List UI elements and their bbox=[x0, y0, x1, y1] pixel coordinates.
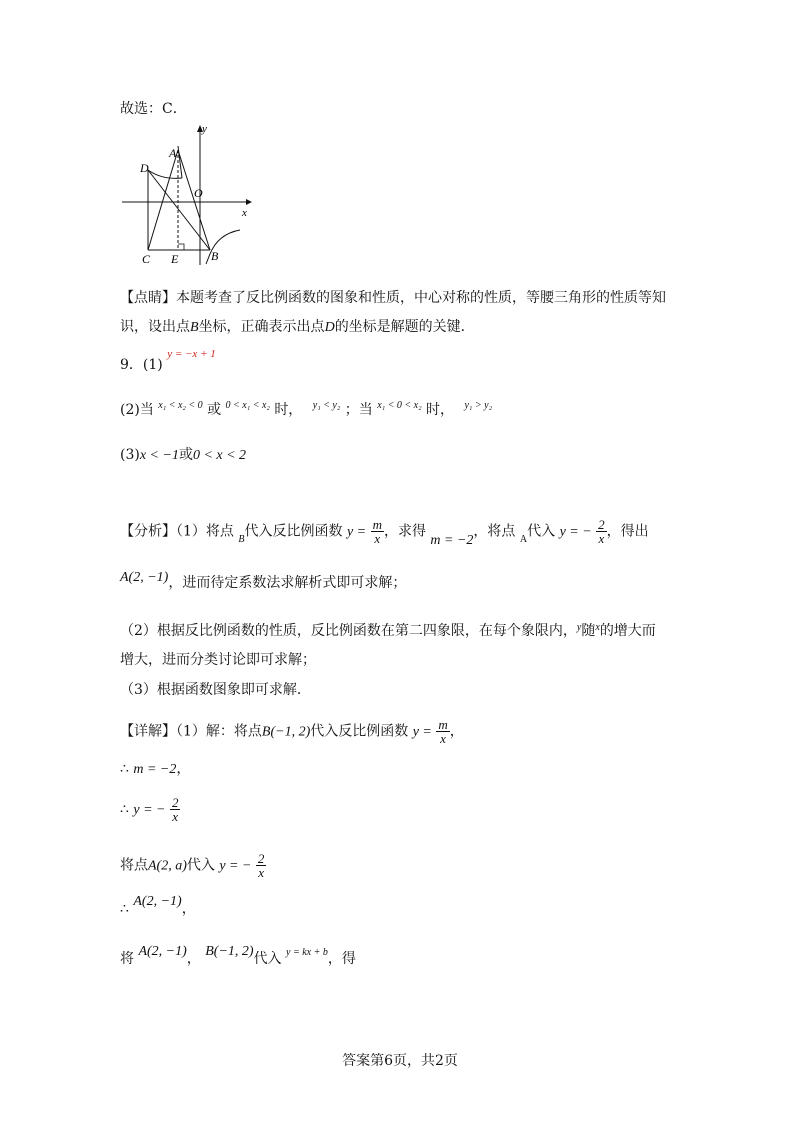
xiangjie-l5-A: A(2, −1) bbox=[133, 894, 182, 909]
fenxi-s3c: 的增大而 bbox=[599, 623, 656, 639]
fenxi-s4: 增大，进而分类讨论即可求解； bbox=[120, 652, 316, 668]
fenxi-frac2-den: x bbox=[598, 531, 605, 546]
xiangjie-l4-y: y = − bbox=[219, 858, 252, 874]
q9-p2-time2: 时， bbox=[426, 402, 455, 418]
dianjing-text-2b: 坐标，正确表示出点 bbox=[198, 319, 325, 335]
answer-text: 故选：C． bbox=[120, 101, 187, 117]
q9-part1 bbox=[120, 348, 216, 375]
dianjing-text-1: 本题考查了反比例函数的图象和性质，中心对称的性质，等腰三角形的性质等知 bbox=[176, 290, 666, 306]
xiangjie-l4b: 代入 bbox=[186, 857, 215, 874]
fenxi-s1-m: m = −2 bbox=[430, 532, 474, 548]
dianjing-text-2a: 识，设出点 bbox=[120, 319, 190, 335]
fenxi-s1d: ，将点 bbox=[473, 523, 516, 540]
dianjing-text-2c: 的坐标是解题的关键． bbox=[334, 319, 475, 335]
q9-answer-1: y = −x + 1 bbox=[167, 348, 216, 360]
fenxi-line-4 bbox=[120, 651, 316, 669]
q9-p2-cond1: x₁ < x₂ < 0 bbox=[158, 400, 203, 411]
q9-p2-cond2: 0 < x₁ < x₂ bbox=[225, 400, 270, 411]
xiangjie-l2-end: ， bbox=[176, 761, 191, 777]
xiangjie-line-6 bbox=[120, 944, 356, 970]
xiangjie-l2-eq: m = −2 bbox=[133, 762, 177, 777]
xiangjie-l1c: ， bbox=[449, 723, 464, 740]
q9-p3-cond1: x < −1 bbox=[139, 448, 179, 463]
page-footer: 答案第6页，共2页 bbox=[342, 1053, 458, 1069]
xiangjie-line-2 bbox=[120, 760, 190, 779]
therefore-symbol: ∴ bbox=[120, 761, 129, 777]
fenxi-s3b: 随 bbox=[581, 623, 596, 639]
xiangjie-line-5 bbox=[120, 894, 196, 919]
fenxi-s5: （3）根据函数图象即可求解． bbox=[120, 682, 311, 698]
xiangjie-fraction-2-x-b bbox=[256, 852, 267, 879]
xiangjie-l3-frac-num: 2 bbox=[171, 795, 179, 810]
xiangjie-l6-eq: y = kx + b bbox=[286, 947, 328, 958]
fenxi-line-5 bbox=[120, 681, 311, 699]
fenxi-s1c: ，求得 bbox=[383, 523, 426, 540]
label-D: D bbox=[140, 161, 149, 175]
xiangjie-line-1 bbox=[120, 718, 464, 745]
q9-part2 bbox=[120, 401, 492, 421]
fenxi-s1f: ，得出 bbox=[606, 523, 649, 540]
label-A: A bbox=[169, 146, 177, 160]
fenxi-s3a: （2）根据反比例函数的性质，反比例函数在第二四象限，在每个象限内， bbox=[120, 623, 577, 639]
xiangjie-l4-frac-num: 2 bbox=[257, 851, 265, 866]
fenxi-s3-y: y bbox=[576, 622, 582, 633]
xiangjie-l3-y: y = − bbox=[133, 802, 166, 818]
hyperbola-branch-right-lower bbox=[206, 254, 210, 264]
xiangjie-l6c: ，得 bbox=[327, 951, 356, 967]
xiangjie-l1-B: B(−1, 2) bbox=[261, 724, 311, 740]
xiangjie-l1-frac-num: m bbox=[438, 717, 448, 732]
right-angle-mark bbox=[178, 244, 184, 250]
label-E: E bbox=[171, 252, 179, 266]
xiangjie-l6-B: B(−1, 2) bbox=[205, 944, 254, 959]
fenxi-fraction-2-x bbox=[596, 518, 607, 545]
segment-AB bbox=[178, 150, 210, 250]
xiangjie-l3-frac-den: x bbox=[172, 809, 179, 824]
fenxi-s1-y2: y = − bbox=[559, 524, 592, 540]
xiangjie-l6-sep: ， bbox=[186, 951, 201, 967]
q9-p2-cond3: x₁ < 0 < x₂ bbox=[377, 400, 422, 411]
q9-p2-res2: y₁ > y₂ bbox=[464, 400, 493, 411]
xiangjie-l1-y: y = bbox=[412, 724, 432, 740]
xiangjie-fraction-m-x bbox=[436, 718, 449, 745]
xiangjie-l4-frac-den: x bbox=[258, 865, 265, 880]
dianjing-line-1 bbox=[120, 289, 666, 307]
label-y: y bbox=[202, 123, 207, 135]
fenxi-s1e: 代入 bbox=[527, 523, 556, 540]
label-B: B bbox=[211, 249, 219, 263]
fenxi-s1-y: y = bbox=[346, 524, 367, 540]
fenxi-line-1 bbox=[120, 517, 649, 548]
fenxi-s1-B: B bbox=[238, 533, 245, 545]
fenxi-frac-den: x bbox=[374, 531, 381, 546]
fenxi-fraction-m-x bbox=[371, 518, 384, 545]
segment-DB bbox=[148, 170, 210, 250]
q9-p3-prefix: (3) bbox=[120, 447, 140, 463]
hyperbola-triangle-figure bbox=[118, 120, 258, 270]
dianjing-tag: 【点睛】 bbox=[120, 290, 176, 306]
xiangjie-l1a: （1）解：将点 bbox=[176, 723, 262, 740]
q9-part3 bbox=[120, 446, 246, 465]
q9-p3-cond2: 0 < x < 2 bbox=[192, 448, 247, 463]
fenxi-tag: 【分析】 bbox=[120, 523, 176, 540]
fenxi-s2-A: A(2, −1) bbox=[120, 570, 169, 585]
answer-line bbox=[120, 100, 187, 118]
q9-number: 9．(1) bbox=[120, 357, 163, 373]
q9-p2-or: 或 bbox=[207, 402, 222, 418]
label-C: C bbox=[142, 252, 151, 266]
xiangjie-tag: 【详解】 bbox=[120, 723, 176, 740]
fenxi-frac2-num: 2 bbox=[598, 517, 605, 532]
xiangjie-l1-frac-den: x bbox=[440, 731, 446, 746]
xiangjie-l5-end: ， bbox=[181, 901, 196, 917]
fenxi-s2b: ，进而待定系数法求解析式即可求解； bbox=[168, 575, 407, 591]
therefore-symbol: ∴ bbox=[120, 801, 129, 818]
q9-p2-prefix: (2)当 bbox=[120, 402, 154, 418]
label-x: x bbox=[242, 207, 247, 219]
xiangjie-l4-A: A(2, a) bbox=[148, 858, 187, 874]
therefore-symbol: ∴ bbox=[120, 901, 129, 917]
fenxi-line-3 bbox=[120, 622, 656, 642]
q9-p2-res1: y₁ < y₂ bbox=[312, 400, 341, 411]
xiangjie-l6a: 将 bbox=[120, 951, 134, 967]
fenxi-s1a: （1）将点 bbox=[176, 523, 234, 540]
xiangjie-fraction-2-x bbox=[170, 796, 181, 823]
xiangjie-line-3 bbox=[120, 796, 180, 823]
fenxi-s1b: 代入反比例函数 bbox=[244, 523, 343, 540]
dianjing-var-D: D bbox=[324, 320, 335, 335]
segment-AC bbox=[148, 150, 178, 250]
q9-p3-or: 或 bbox=[178, 447, 193, 463]
label-O: O bbox=[194, 186, 203, 200]
xiangjie-l1b: 代入反比例函数 bbox=[310, 723, 409, 740]
xiangjie-l6b: 代入 bbox=[253, 951, 282, 967]
q9-p2-sep: ；当 bbox=[344, 402, 373, 418]
dianjing-line-2 bbox=[120, 318, 475, 337]
dianjing-var-B: B bbox=[190, 320, 199, 335]
xiangjie-l6-A: A(2, −1) bbox=[138, 944, 187, 959]
fenxi-frac-num: m bbox=[372, 517, 382, 532]
fenxi-s1-A: A bbox=[519, 533, 528, 545]
fenxi-line-2 bbox=[120, 570, 407, 593]
fenxi-s3-x: x bbox=[595, 622, 600, 633]
q9-p2-time: 时， bbox=[274, 402, 303, 418]
xiangjie-l4a: 将点 bbox=[120, 857, 148, 874]
x-axis-arrow bbox=[246, 199, 252, 205]
xiangjie-line-4 bbox=[120, 852, 266, 879]
